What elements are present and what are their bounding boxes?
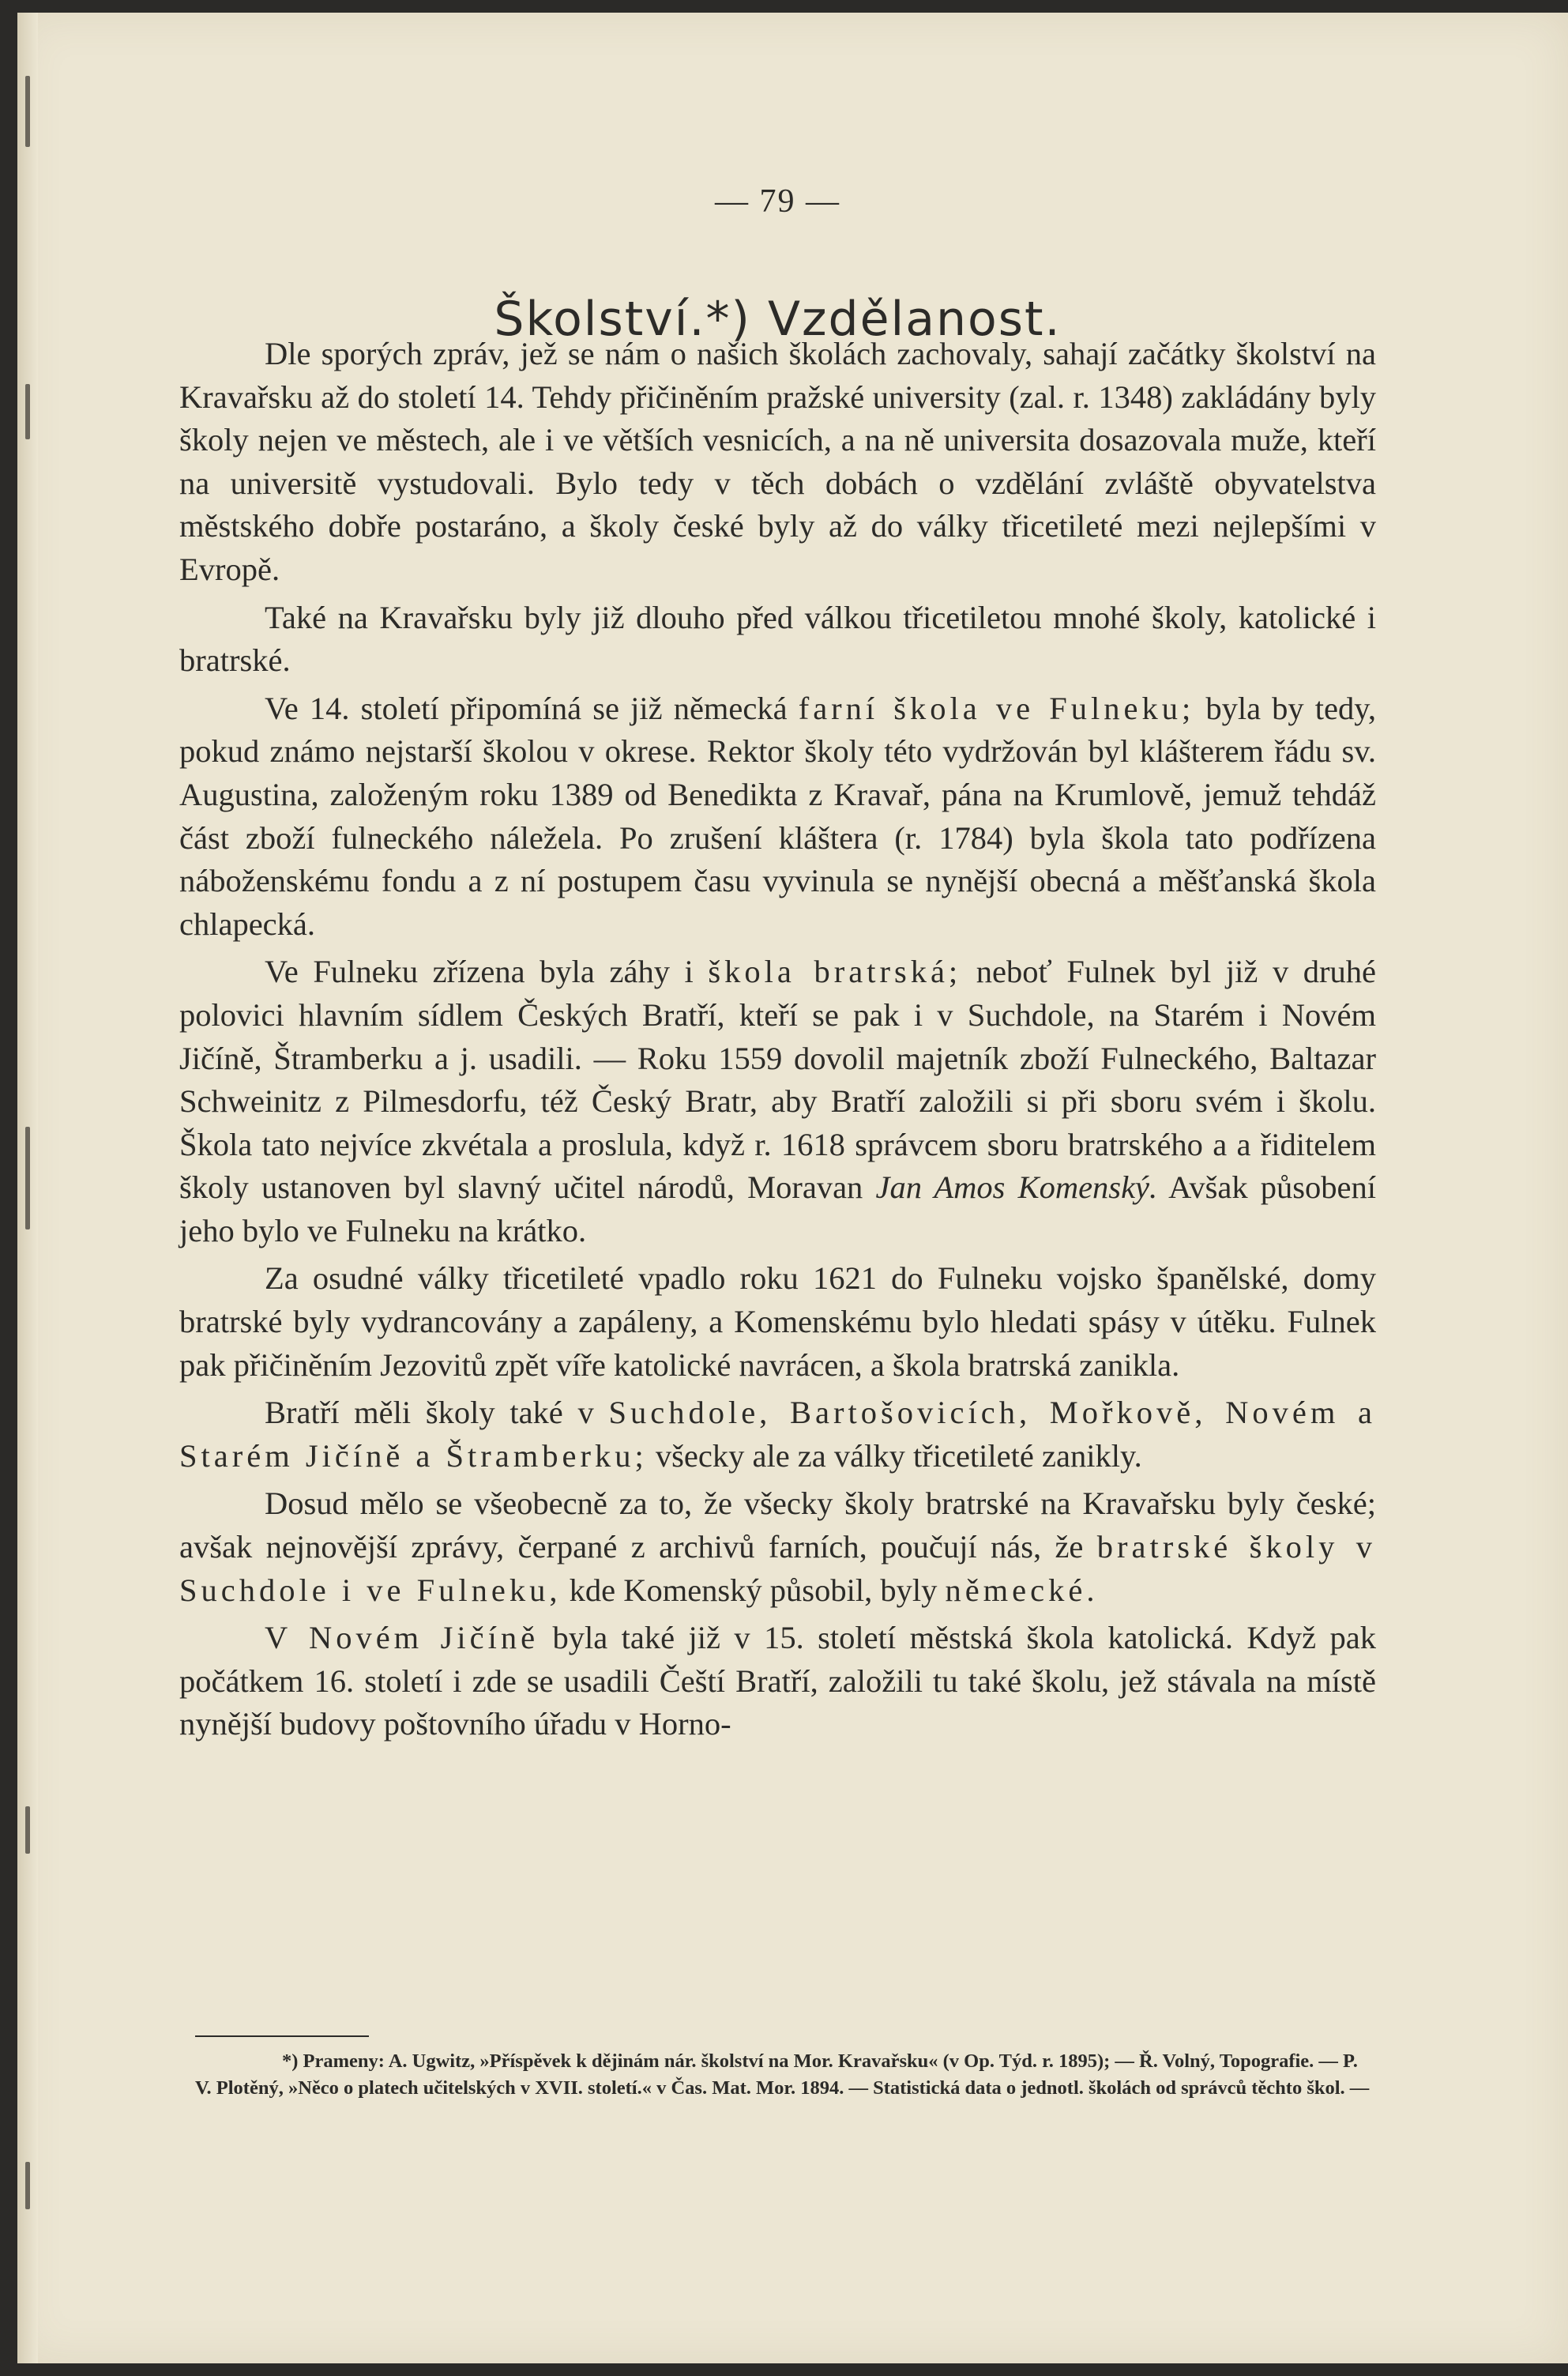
spaced-emphasis: V Novém Jičíně — [265, 1620, 540, 1656]
body-text — [179, 333, 1376, 1751]
text-run: kde Komenský působil, byly — [561, 1572, 946, 1608]
text-run: všecky ale za války třicetileté zanikly. — [647, 1437, 1142, 1474]
paragraph-2: Také na Kravařsku byly již dlouho před válkou třicetiletou mnohé školy, katolické i bratrské. — [179, 599, 1376, 679]
footnote-divider — [195, 2035, 369, 2037]
spaced-emphasis: Suchdole, Bartošovicích, Mořkově, Novém a Starém Jičíně a Štramberku; — [179, 1395, 1376, 1474]
binding-mark — [25, 2162, 30, 2209]
binding-mark — [25, 384, 30, 439]
paragraph-6 — [179, 1391, 1376, 1478]
book-page — [17, 13, 1568, 2363]
text-run: byla také již v 15. století městská škola katolická. Když pak počátkem 16. století i zde se usadili Čeští Bratří, založili tu také školu, jež stávala na místě nynější budovy poštovního úřadu v Horno- — [179, 1620, 1376, 1742]
binding-mark — [25, 76, 30, 147]
footnote-sources: *) Prameny: A. Ugwitz, »Příspěvek k dějinám nár. školství na Mor. Kravařsku« (v Op. Týd. r. 1895); — Ř. Volný, Topografie. — P. V. Plotěný, »Něco o platech učitelských v XVII. století.« v Čas. Mat. Mor. 1894. — Statistická data o jednotl. školách od správců těchto škol. — — [195, 2050, 1370, 2099]
paragraph-3 — [179, 687, 1376, 947]
binding-mark — [25, 1806, 30, 1854]
paragraph-4 — [179, 951, 1376, 1252]
page-number: — 79 — — [715, 183, 840, 220]
text-run: Bratří měli školy také v — [265, 1395, 609, 1431]
spaced-emphasis: farní škola ve Fulneku; — [798, 690, 1195, 726]
text-run: Dosud mělo se všeobecně za to, že všecky školy bratrské na Kravařsku byly české; avšak nejnovější zprávy, čerpané z archivů farních, poučují nás, že — [179, 1485, 1376, 1565]
italic-name: Jan Amos Komenský. — [875, 1169, 1158, 1206]
spaced-emphasis: německé. — [945, 1572, 1099, 1608]
paragraph-1: Dle sporých zpráv, jež se nám o našich školách zachovaly, sahají začátky školství na Kravařsku až do století 14. Tehdy přičiněním pražské university (zal. r. 1348) zakládány byly školy nejen ve městech, ale i ve větších vesnicích, a na ně universita dosazovala muže, kteří na universitě vystudovali. Bylo tedy v těch dobách o vzdělání zvláště obyvatelstva městského dobře postaráno, a školy české byly až do války třicetileté mezi nejlepšími v Evropě. — [179, 336, 1376, 587]
paragraph-5: Za osudné války třicetileté vpadlo roku 1621 do Fulneku vojsko španělské, domy bratrské byly vydrancovány a zapáleny, a Komenskému bylo hledati spásy v útěku. Fulnek pak přičiněním Jezovitů zpět víře katolické navrácen, a škola bratrská zanikla. — [179, 1260, 1376, 1383]
paragraph-8 — [179, 1617, 1376, 1746]
text-run: byla by tedy, pokud známo nejstarší školou v okrese. Rektor školy této vydržován byl klášterem řádu sv. Augustina, založeným roku 1389 od Benedikta z Kravař, pána na Krumlově, jemuž tehdáž část zboží fulneckého náležela. Po zrušení kláštera (r. 1784) byla škola tato podřízena náboženskému fondu a z ní postupem času vyvinula se nynější obecná a měšťanská škola chlapecká. — [179, 690, 1376, 942]
footnotes — [195, 2048, 1376, 2102]
text-run: Avšak působení jeho bylo ve Fulneku na krátko. — [179, 1169, 1376, 1248]
paragraph-7 — [179, 1482, 1376, 1612]
binding-mark — [25, 1127, 30, 1229]
text-run: Ve Fulneku zřízena byla záhy i — [265, 954, 709, 990]
text-run: Ve 14. století připomíná se již německá — [265, 690, 799, 726]
text-run: neboť Fulnek byl již v druhé polovici hlavním sídlem Českých Bratří, kteří se pak i v Suchdole, na Starém i Novém Jičíně, Štramberku a j. usadili. — Roku 1559 dovolil majetník zboží Fulneckého, Baltazar Schweinitz z Pilmesdorfu, též Český Bratr, aby Bratří založili si při sboru svém i školu. Škola tato nejvíce zkvétala a proslula, když r. 1618 správcem sboru bratrského a a řiditelem školy ustanoven byl slavný učitel národů, Moravan — [179, 954, 1376, 1206]
chapter-heading: Školství.*) Vzdělanost. — [494, 292, 1062, 348]
spaced-emphasis: škola bratrská; — [708, 954, 962, 990]
spaced-emphasis: bratrské školy v Suchdole i ve Fulneku, — [179, 1529, 1376, 1608]
